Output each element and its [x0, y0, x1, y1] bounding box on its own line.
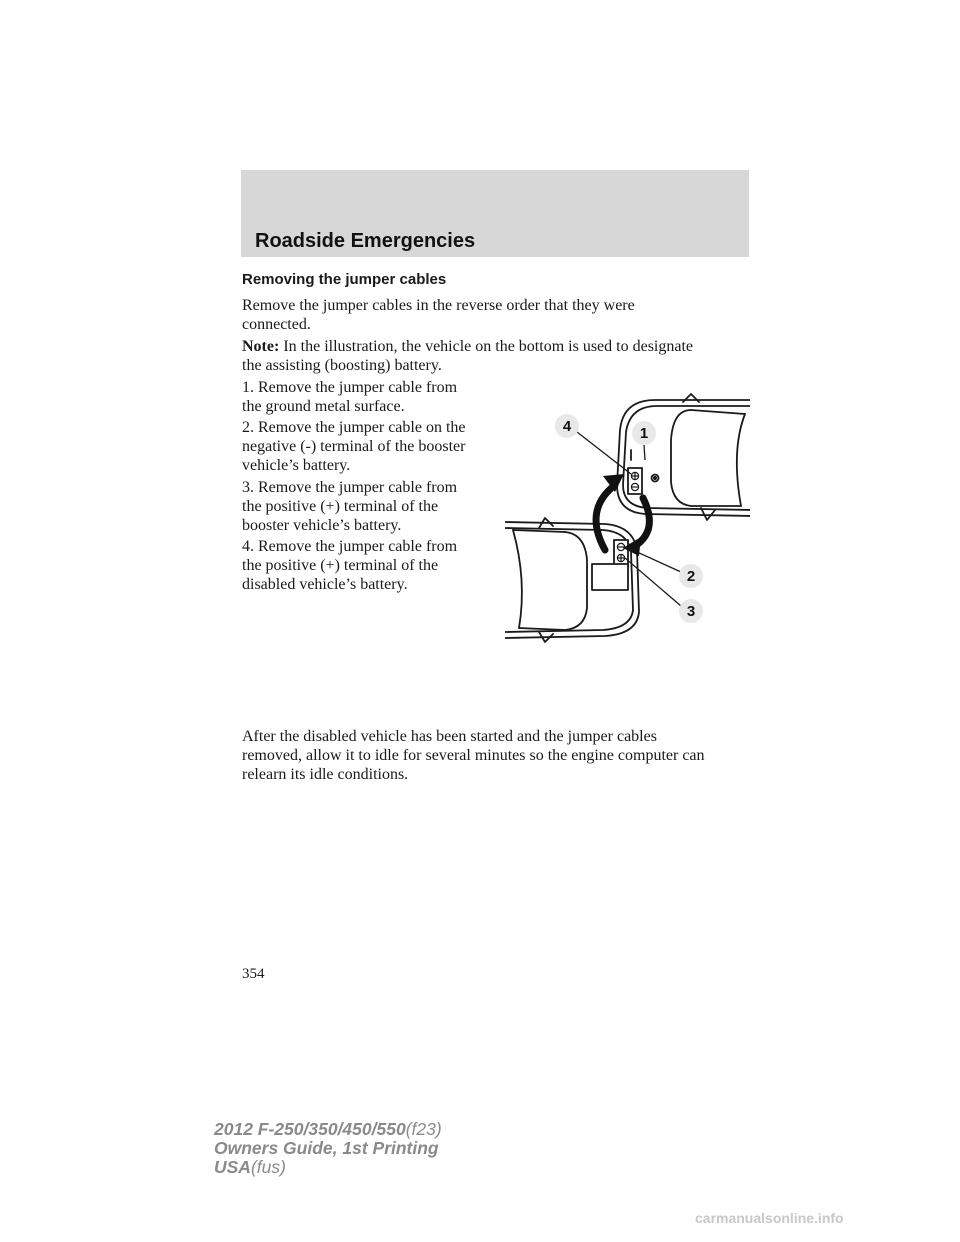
print-footer [214, 1120, 442, 1177]
watermark[interactable]: carmanualsonline.info [695, 1210, 844, 1226]
footer-region-code: (fus) [250, 1157, 286, 1177]
step-3-line-1: 3. Remove the jumper cable from [242, 479, 458, 496]
step-1 [242, 378, 497, 416]
step-4-line-3: disabled vehicle’s battery. [242, 576, 408, 593]
footer-model: 2012 F-250/350/450/550 [214, 1119, 406, 1139]
step-1-line-1: 1. Remove the jumper cable from [242, 379, 458, 396]
step-4-line-1: 4. Remove the jumper cable from [242, 538, 458, 555]
closing-line-2: removed, allow it to idle for several minutes so the engine computer can [242, 747, 705, 764]
note-label: Note: [242, 338, 280, 355]
step-3-line-3: booster vehicle’s battery. [242, 517, 402, 534]
closing-line-1: After the disabled vehicle has been started and the jumper cables [242, 728, 657, 745]
step-2-line-3: vehicle’s battery. [242, 457, 351, 474]
note-line-2: the assisting (boosting) battery. [242, 357, 442, 374]
callout-1: 1 [639, 425, 649, 442]
intro-paragraph [242, 296, 748, 334]
closing-paragraph [242, 727, 748, 784]
step-4-line-2: the positive (+) terminal of the [242, 557, 439, 574]
page-title: Roadside Emergencies [255, 230, 476, 252]
note-paragraph [242, 337, 748, 375]
section-heading: Removing the jumper cables [242, 271, 447, 288]
footer-guide: Owners Guide, 1st Printing [214, 1138, 439, 1158]
step-4 [242, 537, 497, 594]
step-2-line-1: 2. Remove the jumper cable on the [242, 419, 466, 436]
step-3 [242, 478, 497, 535]
intro-line-2: connected. [242, 316, 311, 333]
header-bar [241, 170, 749, 257]
intro-line-1: Remove the jumper cables in the reverse order that they were [242, 297, 635, 314]
jumper-cable-diagram [505, 390, 750, 650]
footer-model-code: (f23) [405, 1119, 442, 1139]
callout-4: 4 [562, 418, 572, 435]
engine-component [592, 564, 628, 590]
note-line-1: In the illustration, the vehicle on the bottom is used to designate [279, 338, 694, 355]
step-1-line-2: the ground metal surface. [242, 398, 405, 415]
callout-2: 2 [686, 568, 696, 585]
page-number: 354 [242, 966, 265, 982]
disabled-vehicle [617, 394, 750, 520]
footer-region: USA [214, 1157, 251, 1177]
step-2 [242, 418, 497, 475]
step-3-line-2: the positive (+) terminal of the [242, 498, 439, 515]
callout-3: 3 [686, 603, 696, 620]
closing-line-3: relearn its idle conditions. [242, 766, 409, 783]
step-2-line-2: negative (-) terminal of the booster [242, 438, 466, 455]
